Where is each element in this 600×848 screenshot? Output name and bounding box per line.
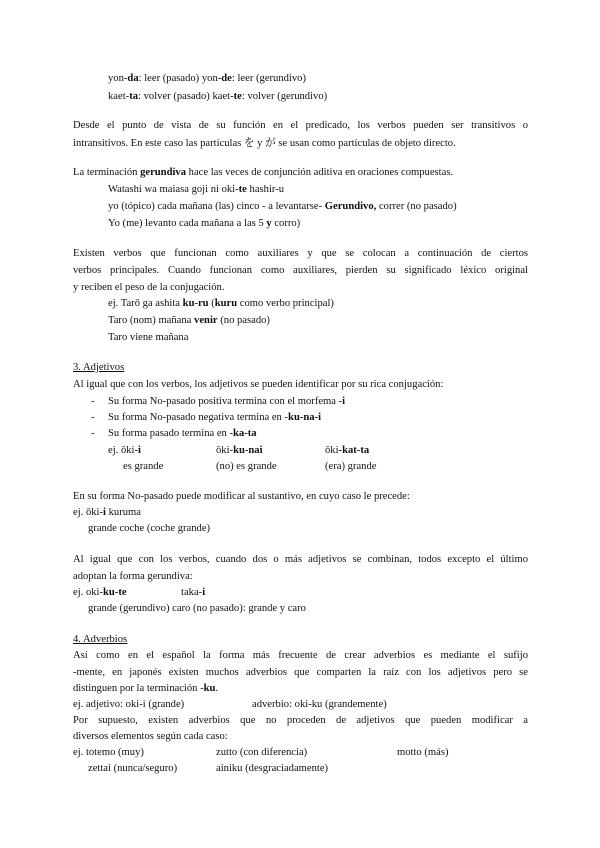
auxiliary-example-gloss: Taro (nom) mañana venir (no pasado) bbox=[108, 315, 270, 326]
adjective-gloss-positive: es grande bbox=[123, 461, 164, 472]
adverb-list-item: ej. totemo (muy) bbox=[73, 747, 144, 758]
adjective-rule-item: Su forma No-pasado positiva termina con el morfema -i bbox=[108, 396, 346, 407]
adjective-combine-gloss: grande (gerundivo) caro (no pasado): grande y caro bbox=[88, 603, 306, 614]
adverbs-paragraph-line: Así como en el español la forma más frecuente de crear adverbios es mediante el sufijo bbox=[73, 650, 528, 661]
bullet-marker: - bbox=[91, 428, 95, 439]
adverbs-paragraph-line: -mente, en japonés existen muchos adverbios que comparten la raíz con los adjetivos pero se bbox=[73, 667, 528, 678]
gerund-intro: La terminación gerundiva hace las veces de conjunción aditiva en oraciones compuestas. bbox=[73, 167, 454, 178]
auxiliary-example-japanese: ej. Tarō ga ashita ku-ru (kuru como verbo principal) bbox=[108, 298, 334, 309]
auxiliary-paragraph-line: Existen verbos que funcionan como auxiliares y que se colocan a continuación de ciertos bbox=[73, 248, 528, 259]
adverb-list-item: ainiku (desgraciadamente) bbox=[216, 763, 329, 774]
section-heading-adjectives: 3. Adjetivos bbox=[73, 362, 125, 373]
adjective-combine-example-2: taka-i bbox=[181, 587, 206, 598]
adjective-rule-item: Su forma pasado termina en -ka-ta bbox=[108, 428, 257, 439]
verb-example-yon: yon-da: leer (pasado) yon-de: leer (gerundivo) bbox=[108, 73, 307, 84]
adjective-combine-example-1: ej. oki-ku-te bbox=[73, 587, 127, 598]
adjective-combine-line: adoptan la forma gerundiva: bbox=[73, 571, 193, 582]
gerund-example-japanese: Watashi wa maiasa goji ni oki-te hashir-u bbox=[108, 184, 285, 195]
auxiliary-paragraph-line: verbos principales. Cuando funcionan como auxiliares, pierden su significado léxico original bbox=[73, 265, 528, 276]
adjective-example-past: ōki-kat-ta bbox=[325, 445, 370, 456]
verb-example-kaet: kaet-ta: volver (pasado) kaet-te: volver (gerundivo) bbox=[108, 91, 328, 102]
adverb-example-adjective: ej. adjetivo: oki-i (grande) bbox=[73, 699, 185, 710]
adverbs-paragraph-line: distinguen por la terminación -ku. bbox=[73, 683, 219, 694]
gerund-example-translation: Yo (me) levanto cada mañana a las 5 y corro) bbox=[108, 218, 301, 229]
adverbs-other-line: diversos elementos según cada caso: bbox=[73, 731, 228, 742]
adverb-list-item: zutto (con diferencia) bbox=[216, 747, 308, 758]
adjective-rule-item: Su forma No-pasado negativa termina en -ku-na-i bbox=[108, 412, 322, 423]
adjective-gloss-past: (era) grande bbox=[325, 461, 377, 472]
section-heading-adverbs: 4. Adverbios bbox=[73, 634, 128, 645]
bullet-marker: - bbox=[91, 396, 95, 407]
adjective-modify-gloss: grande coche (coche grande) bbox=[88, 523, 211, 534]
adjective-modify-example: ej. ōki-i kuruma bbox=[73, 507, 141, 518]
adverb-example-adverb: adverbio: oki-ku (grandemente) bbox=[252, 699, 387, 710]
adverb-list-item: zettai (nunca/seguro) bbox=[88, 763, 178, 774]
adjective-example-positive: ej. ōki-i bbox=[108, 445, 141, 456]
adjective-combine-line: Al igual que con los verbos, cuando dos o más adjetivos se combinan, todos excepto el último bbox=[73, 554, 528, 565]
transitive-paragraph-line: intransitivos. En este caso las partículas を y が se usan como partículas de objeto directo. bbox=[73, 138, 456, 149]
auxiliary-paragraph-line: y reciben el peso de la conjugación. bbox=[73, 282, 225, 293]
transitive-paragraph-line: Desde el punto de vista de su función en el predicado, los verbos pueden ser transitivos o bbox=[73, 120, 528, 131]
auxiliary-example-translation: Taro viene mañana bbox=[108, 332, 189, 343]
adjectives-intro: Al igual que con los verbos, los adjetivos se pueden identificar por su rica conjugación: bbox=[73, 379, 444, 390]
gerund-example-gloss: yo (tópico) cada mañana (las) cinco - a levantarse- Gerundivo, correr (no pasado) bbox=[108, 201, 457, 212]
adjective-gloss-negative: (no) es grande bbox=[216, 461, 277, 472]
adjective-example-negative: ōki-ku-nai bbox=[216, 445, 263, 456]
bullet-marker: - bbox=[91, 412, 95, 423]
adjective-modify-intro: En su forma No-pasado puede modificar al sustantivo, en cuyo caso le precede: bbox=[73, 491, 410, 502]
adverb-list-item: motto (más) bbox=[397, 747, 449, 758]
adverbs-other-line: Por supuesto, existen adverbios que no proceden de adjetivos que pueden modificar a bbox=[73, 715, 528, 726]
